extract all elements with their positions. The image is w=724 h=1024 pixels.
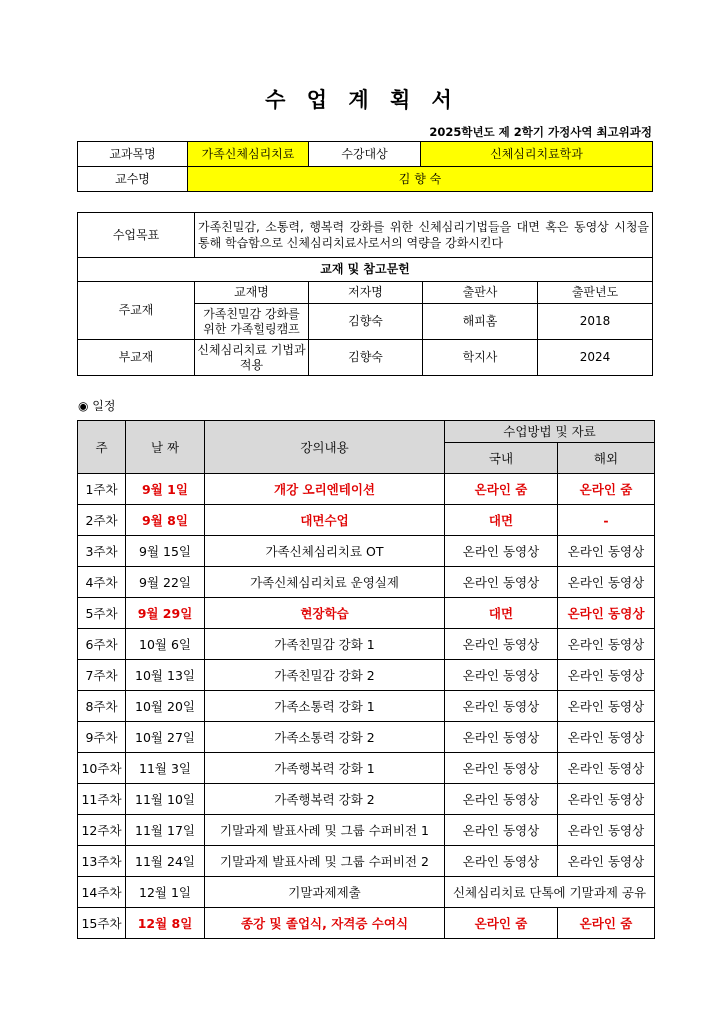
- schedule-row: [78, 536, 655, 567]
- week-cell: 4주차: [78, 567, 126, 598]
- schedule-row: [78, 722, 655, 753]
- content-cell: 가족행복력 강화 2: [205, 784, 445, 815]
- schedule-table: [77, 420, 655, 939]
- content-cell: 기말과제 발표사례 및 그룹 수퍼비전 1: [205, 815, 445, 846]
- domestic-cell: 온라인 동영상: [445, 846, 558, 877]
- schedule-row: [78, 629, 655, 660]
- content-cell: 종강 및 졸업식, 자격증 수여식: [205, 908, 445, 939]
- sub-book-author: 김향숙: [309, 340, 423, 376]
- header-overseas: 해외: [558, 443, 655, 474]
- date-cell: 12월 8일: [126, 908, 205, 939]
- week-cell: 13주차: [78, 846, 126, 877]
- goal-row: [78, 213, 653, 258]
- header-week: 주: [78, 421, 126, 474]
- domestic-cell: 온라인 동영상: [445, 722, 558, 753]
- date-cell: 10월 6일: [126, 629, 205, 660]
- schedule-row: [78, 753, 655, 784]
- content-cell: 가족행복력 강화 1: [205, 753, 445, 784]
- schedule-row: [78, 691, 655, 722]
- overseas-cell: -: [558, 505, 655, 536]
- goal-text: 가족친밀감, 소통력, 행복력 강화를 위한 신체심리기법들을 대면 혹은 동영상 시청을 통해 학습함으로 신체심리치료사로서의 역량을 강화시킨다: [195, 213, 653, 258]
- date-cell: 10월 13일: [126, 660, 205, 691]
- course-row: [78, 142, 653, 167]
- domestic-cell: 온라인 동영상: [445, 691, 558, 722]
- domestic-cell: 온라인 줌: [445, 474, 558, 505]
- document-subtitle: 2025학년도 제 2학기 가정사역 최고위과정: [429, 125, 652, 139]
- overseas-cell: 온라인 동영상: [558, 629, 655, 660]
- domestic-cell: 온라인 줌: [445, 908, 558, 939]
- course-value: 가족신체심리치료: [188, 142, 309, 167]
- goal-label: 수업목표: [78, 213, 195, 258]
- method-cell: 신체심리치료 단톡에 기말과제 공유: [445, 877, 655, 908]
- books-section-title: 교재 및 참고문헌: [78, 258, 653, 282]
- week-cell: 10주차: [78, 753, 126, 784]
- overseas-cell: 온라인 동영상: [558, 815, 655, 846]
- main-book-author: 김향숙: [309, 304, 423, 340]
- overseas-cell: 온라인 동영상: [558, 598, 655, 629]
- week-cell: 5주차: [78, 598, 126, 629]
- week-cell: 14주차: [78, 877, 126, 908]
- overseas-cell: 온라인 동영상: [558, 753, 655, 784]
- content-cell: 가족친밀감 강화 1: [205, 629, 445, 660]
- domestic-cell: 온라인 동영상: [445, 784, 558, 815]
- overseas-cell: 온라인 줌: [558, 474, 655, 505]
- content-cell: 가족신체심리치료 운영실제: [205, 567, 445, 598]
- header-date: 날 짜: [126, 421, 205, 474]
- schedule-row: [78, 474, 655, 505]
- main-book-title: 가족친밀감 강화를 위한 가족힐링캠프: [195, 304, 309, 340]
- overseas-cell: 온라인 동영상: [558, 784, 655, 815]
- overseas-cell: 온라인 동영상: [558, 846, 655, 877]
- sub-book-row: [78, 340, 653, 376]
- schedule-row: [78, 505, 655, 536]
- schedule-body: [78, 474, 655, 939]
- goal-books-table: [77, 212, 653, 376]
- date-cell: 10월 27일: [126, 722, 205, 753]
- schedule-row: [78, 598, 655, 629]
- sub-book-year: 2024: [538, 340, 653, 376]
- professor-value: 김 향 숙: [188, 167, 653, 192]
- week-cell: 3주차: [78, 536, 126, 567]
- domestic-cell: 온라인 동영상: [445, 815, 558, 846]
- date-cell: 12월 1일: [126, 877, 205, 908]
- professor-label: 교수명: [78, 167, 188, 192]
- domestic-cell: 온라인 동영상: [445, 629, 558, 660]
- header-domestic: 국내: [445, 443, 558, 474]
- header-method: 수업방법 및 자료: [445, 421, 655, 443]
- sub-book-title: 신체심리치료 기법과 적용: [195, 340, 309, 376]
- date-cell: 9월 8일: [126, 505, 205, 536]
- schedule-row: [78, 846, 655, 877]
- content-cell: 가족소통력 강화 1: [205, 691, 445, 722]
- date-cell: 11월 10일: [126, 784, 205, 815]
- overseas-cell: 온라인 동영상: [558, 660, 655, 691]
- domestic-cell: 온라인 동영상: [445, 753, 558, 784]
- date-cell: 10월 20일: [126, 691, 205, 722]
- domestic-cell: 온라인 동영상: [445, 660, 558, 691]
- date-cell: 11월 24일: [126, 846, 205, 877]
- schedule-header-row: [78, 421, 655, 443]
- overseas-cell: 온라인 동영상: [558, 536, 655, 567]
- content-cell: 기말과제 발표사례 및 그룹 수퍼비전 2: [205, 846, 445, 877]
- course-info-table: [77, 141, 653, 192]
- domestic-cell: 온라인 동영상: [445, 567, 558, 598]
- schedule-row: [78, 784, 655, 815]
- course-label: 교과목명: [78, 142, 188, 167]
- overseas-cell: 온라인 동영상: [558, 691, 655, 722]
- books-header-title: 교재명: [195, 282, 309, 304]
- main-book-publisher: 해피홈: [423, 304, 538, 340]
- content-cell: 현장학습: [205, 598, 445, 629]
- books-header-year: 출판년도: [538, 282, 653, 304]
- professor-row: [78, 167, 653, 192]
- books-section-row: [78, 258, 653, 282]
- header-content: 강의내용: [205, 421, 445, 474]
- domestic-cell: 온라인 동영상: [445, 536, 558, 567]
- schedule-row: [78, 815, 655, 846]
- content-cell: 개강 오리엔테이션: [205, 474, 445, 505]
- target-label: 수강대상: [309, 142, 421, 167]
- content-cell: 가족신체심리치료 OT: [205, 536, 445, 567]
- week-cell: 8주차: [78, 691, 126, 722]
- overseas-cell: 온라인 동영상: [558, 567, 655, 598]
- books-header-author: 저자명: [309, 282, 423, 304]
- date-cell: 9월 15일: [126, 536, 205, 567]
- schedule-row: [78, 567, 655, 598]
- domestic-cell: 대면: [445, 505, 558, 536]
- week-cell: 12주차: [78, 815, 126, 846]
- week-cell: 11주차: [78, 784, 126, 815]
- overseas-cell: 온라인 줌: [558, 908, 655, 939]
- main-book-label: 주교재: [78, 282, 195, 340]
- date-cell: 11월 3일: [126, 753, 205, 784]
- sub-book-publisher: 학지사: [423, 340, 538, 376]
- date-cell: 9월 29일: [126, 598, 205, 629]
- week-cell: 1주차: [78, 474, 126, 505]
- overseas-cell: 온라인 동영상: [558, 722, 655, 753]
- week-cell: 15주차: [78, 908, 126, 939]
- books-header-publisher: 출판사: [423, 282, 538, 304]
- schedule-label: ◉ 일정: [78, 399, 116, 413]
- content-cell: 기말과제제출: [205, 877, 445, 908]
- week-cell: 7주차: [78, 660, 126, 691]
- week-cell: 6주차: [78, 629, 126, 660]
- domestic-cell: 대면: [445, 598, 558, 629]
- schedule-row: [78, 660, 655, 691]
- main-book-year: 2018: [538, 304, 653, 340]
- week-cell: 9주차: [78, 722, 126, 753]
- schedule-row: [78, 877, 655, 908]
- books-header-row: [78, 282, 653, 304]
- content-cell: 가족소통력 강화 2: [205, 722, 445, 753]
- date-cell: 11월 17일: [126, 815, 205, 846]
- sub-book-label: 부교재: [78, 340, 195, 376]
- document-title: 수 업 계 획 서: [265, 88, 459, 112]
- date-cell: 9월 1일: [126, 474, 205, 505]
- target-value: 신체심리치료학과: [421, 142, 653, 167]
- date-cell: 9월 22일: [126, 567, 205, 598]
- schedule-row: [78, 908, 655, 939]
- week-cell: 2주차: [78, 505, 126, 536]
- content-cell: 대면수업: [205, 505, 445, 536]
- content-cell: 가족친밀감 강화 2: [205, 660, 445, 691]
